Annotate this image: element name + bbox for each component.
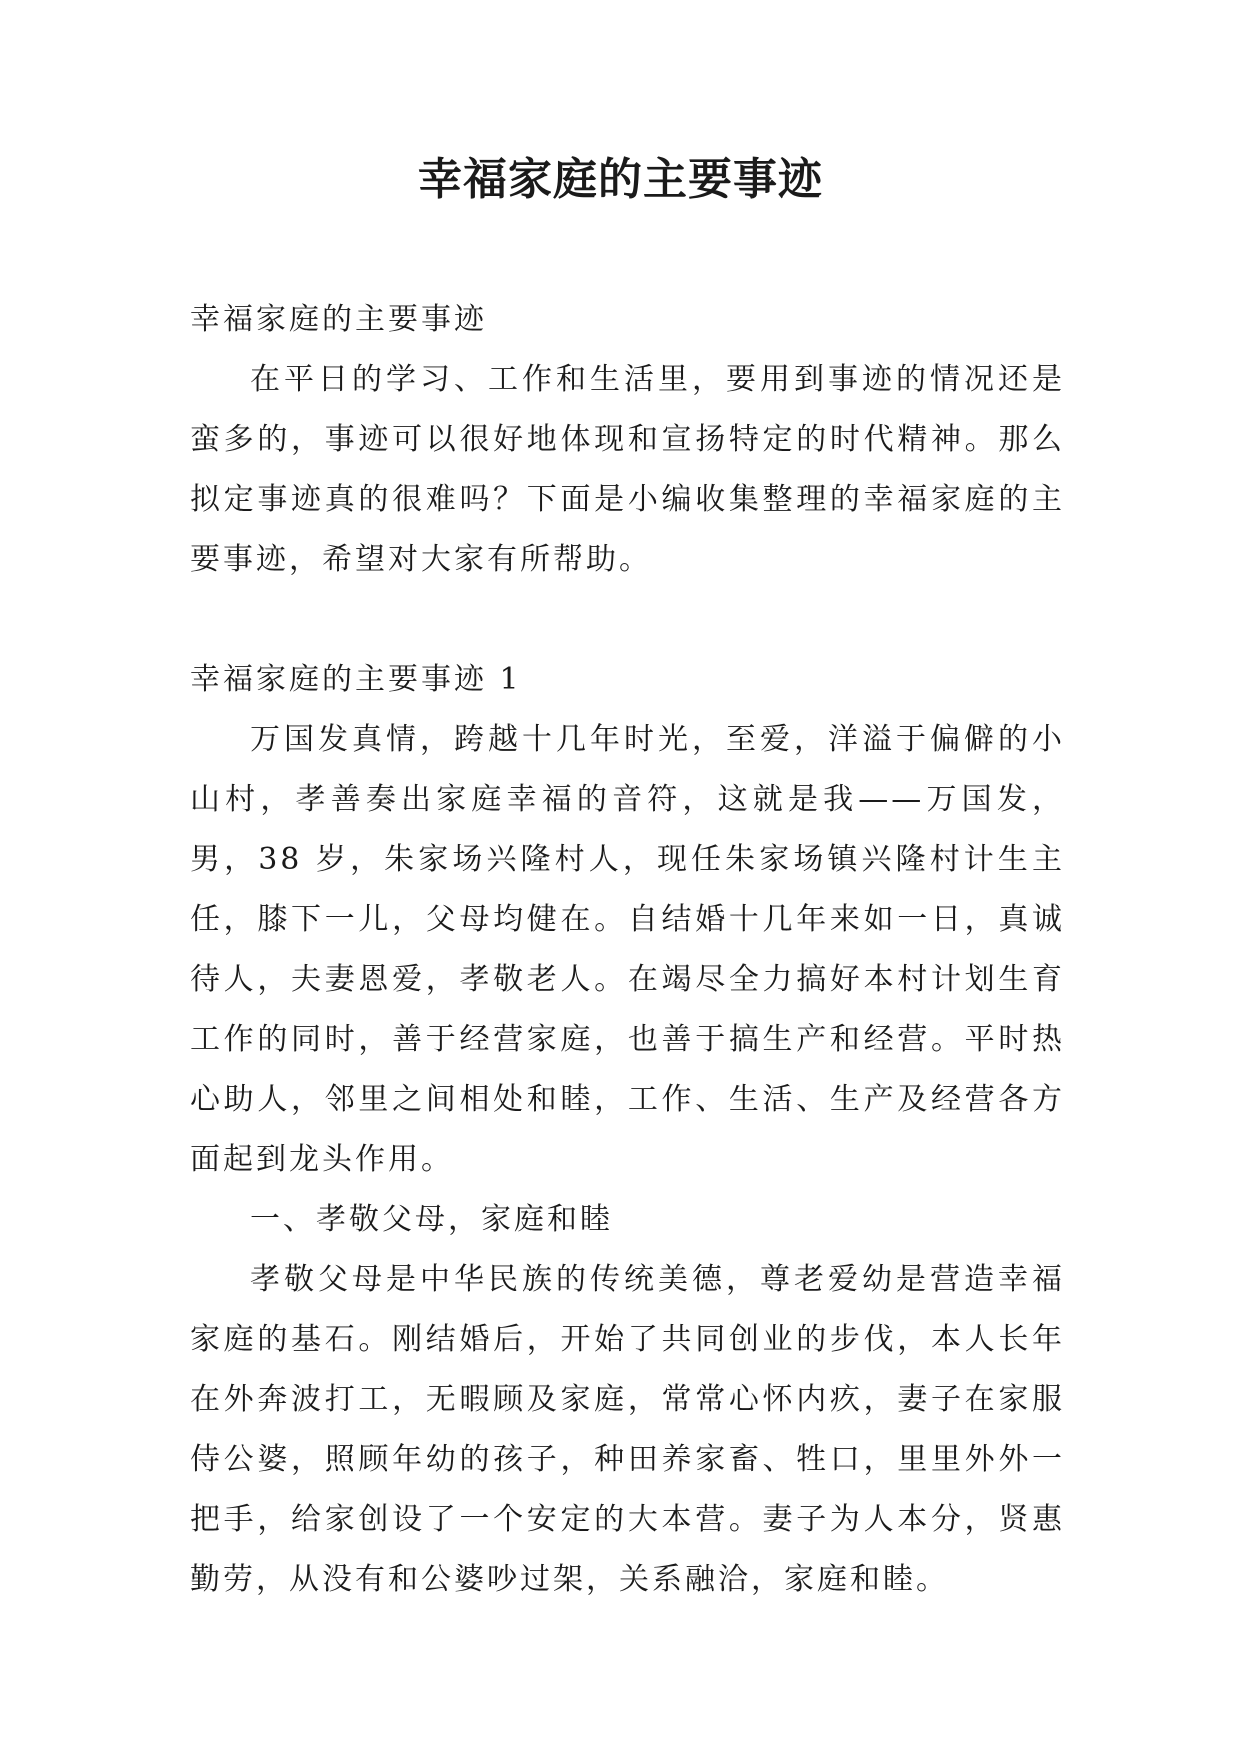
sub-heading: 一、孝敬父母，家庭和睦 [250, 1202, 613, 1237]
body-paragraph: 万国发真情，跨越十几年时光，至爱，洋溢于偏僻的小山村，孝善奏出家庭幸福的音符，这就是我——万国发，男，38 岁，朱家场兴隆村人，现任朱家场镇兴隆村计生主任，膝下一儿，父母均健在。自结婚十几年来如一日，真诚待人，夫妻恩爱，孝敬老人。在竭尽全力搞好本村计划生育工作的同时，善于经营家庭，也善于搞生产和经营。平时热心助人，邻里之间相处和睦，工作、生活、生产及经营各方面起到龙头作用。 [190, 722, 1065, 1177]
section-heading: 幸福家庭的主要事迹 1 [190, 662, 522, 697]
intro-paragraph: 在平日的学习、工作和生活里，要用到事迹的情况还是蛮多的，事迹可以很好地体现和宣扬特定的时代精神。那么拟定事迹真的很难吗？下面是小编收集整理的幸福家庭的主要事迹，希望对大家有所帮助。 [190, 362, 1065, 577]
body-paragraph: 孝敬父母是中华民族的传统美德，尊老爱幼是营造幸福家庭的基石。刚结婚后，开始了共同创业的步伐，本人长年在外奔波打工，无暇顾及家庭，常常心怀内疚，妻子在家服侍公婆，照顾年幼的孩子，种田养家畜、牲口，里里外外一把手，给家创设了一个安定的大本营。妻子为人本分，贤惠勤劳，从没有和公婆吵过架，关系融洽，家庭和睦。 [190, 1262, 1065, 1597]
document-subtitle: 幸福家庭的主要事迹 [190, 302, 487, 337]
document-title: 幸福家庭的主要事迹 [418, 154, 823, 205]
document-body [190, 290, 1065, 1610]
